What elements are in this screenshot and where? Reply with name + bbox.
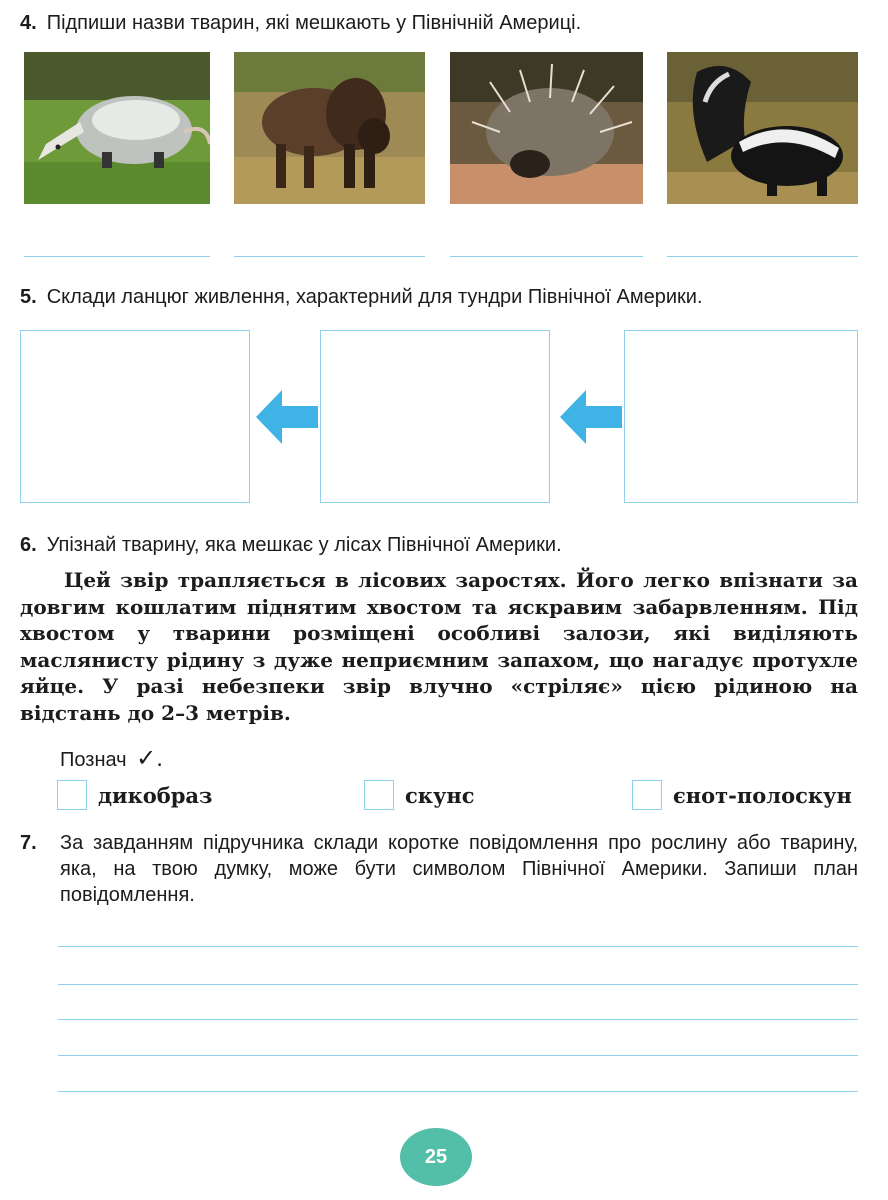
checkmark-icon: ✓. (136, 745, 163, 772)
task-text: За завданням підручника склади коротке повідомлення про рослину або тварину, яка, на твою думку, може бути символом Північної Америки. Запиши план повідомлення. (60, 832, 858, 906)
checkbox-porcupine[interactable] (57, 780, 87, 810)
task-7-heading (20, 830, 858, 908)
skunk-photo (667, 52, 858, 204)
food-chain-box-1[interactable] (20, 330, 250, 503)
checkbox-raccoon[interactable] (632, 780, 662, 810)
arrow-left-icon (560, 390, 622, 444)
answer-line[interactable] (450, 256, 643, 257)
option-label: скунс (405, 783, 475, 808)
task-text: Склади ланцюг живлення, характерний для тундри Північної Америки. (46, 286, 703, 308)
answer-line[interactable] (24, 256, 210, 257)
instruction-text: Познач (60, 749, 127, 771)
answer-line[interactable] (667, 256, 858, 257)
task-number: 7. (20, 832, 37, 854)
riddle-text: Цей звір трапляється в лісових заростях. Його легко впізнати за довгим кошлатим піднятим хвостом та яскравим забарвленням. Під хвостом у тварини розміщені особливі залози, які виділяють маслянисту рідину з дуже неприємним запахом, що нагадує протухле яйце. У разі небезпеки звір влучно «стріляє» цією рідиною на відстань до 2–3 метрів. (20, 568, 858, 725)
task-number: 4. (20, 12, 37, 34)
writing-line[interactable] (58, 1019, 858, 1020)
task-text: Підпиши назви тварин, які мешкають у Північній Америці. (46, 12, 582, 34)
arrow-left-icon (256, 390, 318, 444)
food-chain-box-3[interactable] (624, 330, 858, 503)
task-number: 5. (20, 286, 37, 308)
riddle-paragraph (20, 567, 858, 726)
writing-line[interactable] (58, 1055, 858, 1056)
task-5-heading (20, 284, 870, 310)
task-4-heading (20, 10, 870, 36)
checkbox-skunk[interactable] (364, 780, 394, 810)
writing-line[interactable] (58, 984, 858, 985)
answer-line[interactable] (234, 256, 425, 257)
option-label: єнот-полоскун (673, 783, 852, 808)
food-chain-box-2[interactable] (320, 330, 550, 503)
opossum-photo (24, 52, 210, 204)
task-6-heading (20, 532, 870, 558)
page-number: 25 (424, 1145, 448, 1168)
bison-photo (234, 52, 425, 204)
task-text: Упізнай тварину, яка мешкає у лісах Північної Америки. (46, 534, 562, 556)
mark-instruction (60, 744, 163, 773)
writing-line[interactable] (58, 1091, 858, 1092)
writing-line[interactable] (58, 946, 858, 947)
task-number: 6. (20, 534, 37, 556)
option-label: дикобраз (98, 783, 213, 808)
porcupine-photo (450, 52, 643, 204)
page-number-badge (400, 1128, 472, 1186)
